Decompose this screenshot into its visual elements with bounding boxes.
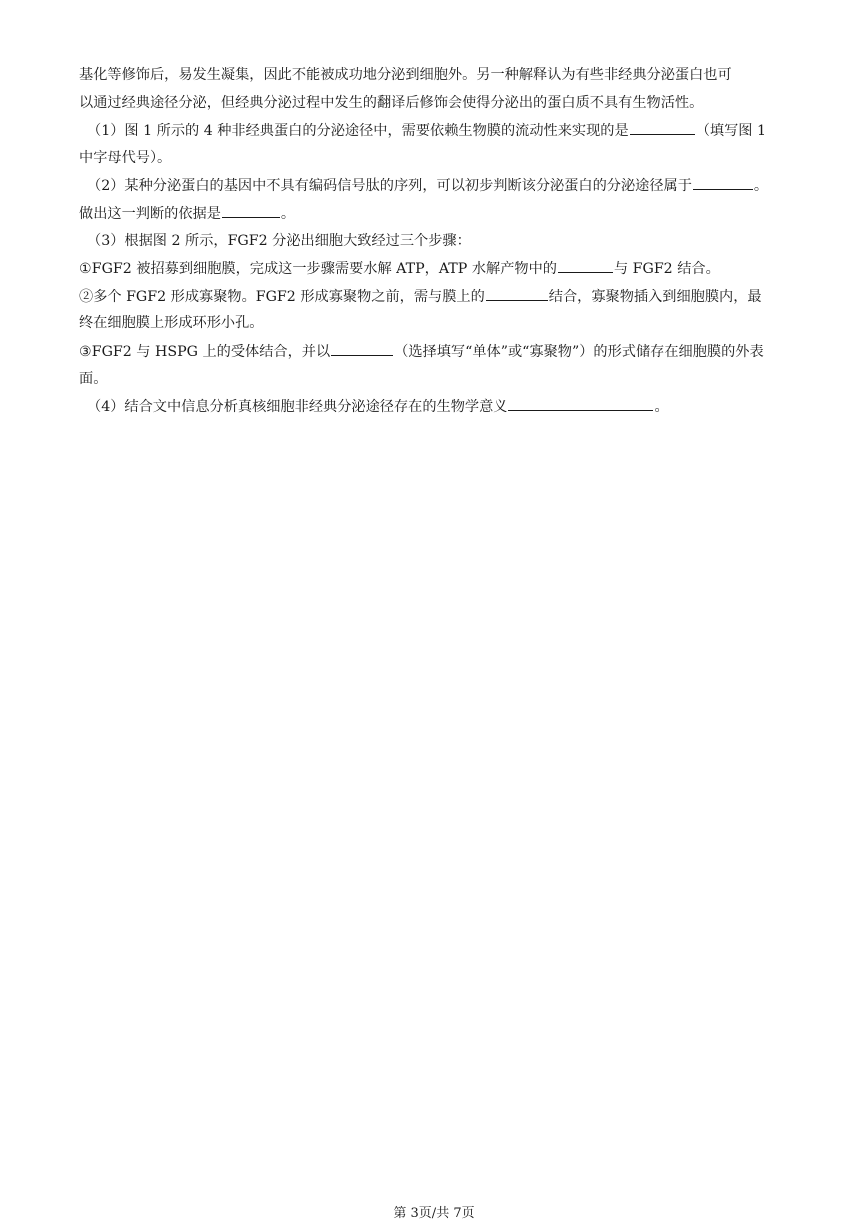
question-3-step-2-line-2: 终在细胞膜上形成环形小孔。 — [79, 315, 264, 332]
q2-answer-blank-2[interactable] — [222, 200, 280, 218]
q3-step3-before: ③FGF2 与 HSPG 上的受体结合，并以 — [79, 343, 331, 360]
q3-step2-blank[interactable] — [486, 283, 548, 301]
q2-text-before: （2）某种分泌蛋白的基因中不具有编码信号肽的序列，可以初步判断该分泌蛋白的分泌途径属于 — [87, 178, 692, 195]
page-content — [79, 62, 791, 421]
q1-text-after: （填写图 1 — [695, 123, 766, 140]
q1-text-before: （1）图 1 所示的 4 种非经典蛋白的分泌途径中，需要依赖生物膜的流动性来实现的是 — [87, 123, 629, 140]
question-2-line-1 — [79, 172, 791, 200]
q1-answer-blank[interactable] — [630, 117, 695, 135]
q3-step2-after: 结合，寡聚物插入到细胞膜内，最 — [548, 288, 762, 305]
q4-answer-blank[interactable] — [508, 393, 653, 411]
question-1-line-1 — [79, 117, 791, 145]
q3-step3-after: （选择填写“单体”或“寡聚物”）的形式储存在细胞膜的外表 — [394, 343, 764, 360]
q3-step2-before: ②多个 FGF2 形成寡聚物。FGF2 形成寡聚物之前，需与膜上的 — [79, 288, 485, 305]
q4-text-after: 。 — [654, 399, 669, 416]
question-3-step-2 — [79, 283, 791, 311]
page-number-footer: 第 3页/共 7页 — [393, 1206, 475, 1221]
question-3-step-1 — [79, 255, 791, 283]
question-4 — [79, 393, 791, 421]
q2-line2-after: 。 — [280, 205, 296, 222]
question-3-step-3 — [79, 338, 791, 366]
question-3-step-3-line-2: 面。 — [79, 370, 108, 387]
q2-text-after: 。 — [753, 178, 769, 195]
q3-step1-before: ①FGF2 被招募到细胞膜，完成这一步骤需要水解 ATP，ATP 水解产物中的 — [79, 261, 557, 278]
intro-line-1: 基化等修饰后，易发生凝集，因此不能被成功地分泌到细胞外。另一种解释认为有些非经典分泌蛋白也可 — [79, 67, 732, 83]
question-1-line-2: 中字母代号）。 — [79, 149, 172, 166]
q2-line2-before: 做出这一判断的依据是 — [79, 205, 221, 222]
question-3-intro: （3）根据图 2 所示，FGF2 分泌出细胞大致经过三个步骤： — [87, 232, 471, 249]
question-2-line-2 — [79, 200, 791, 228]
q3-step1-after: 与 FGF2 结合。 — [613, 261, 720, 278]
intro-line-2: 以通过经典途径分泌，但经典分泌过程中发生的翻译后修饰会使得分泌出的蛋白质不具有生物活性。 — [79, 94, 704, 111]
q2-answer-blank-1[interactable] — [693, 172, 753, 190]
q3-step3-blank[interactable] — [331, 338, 393, 356]
q3-step1-blank[interactable] — [558, 255, 613, 273]
q4-text-before: （4）结合文中信息分析真核细胞非经典分泌途径存在的生物学意义 — [87, 399, 508, 416]
